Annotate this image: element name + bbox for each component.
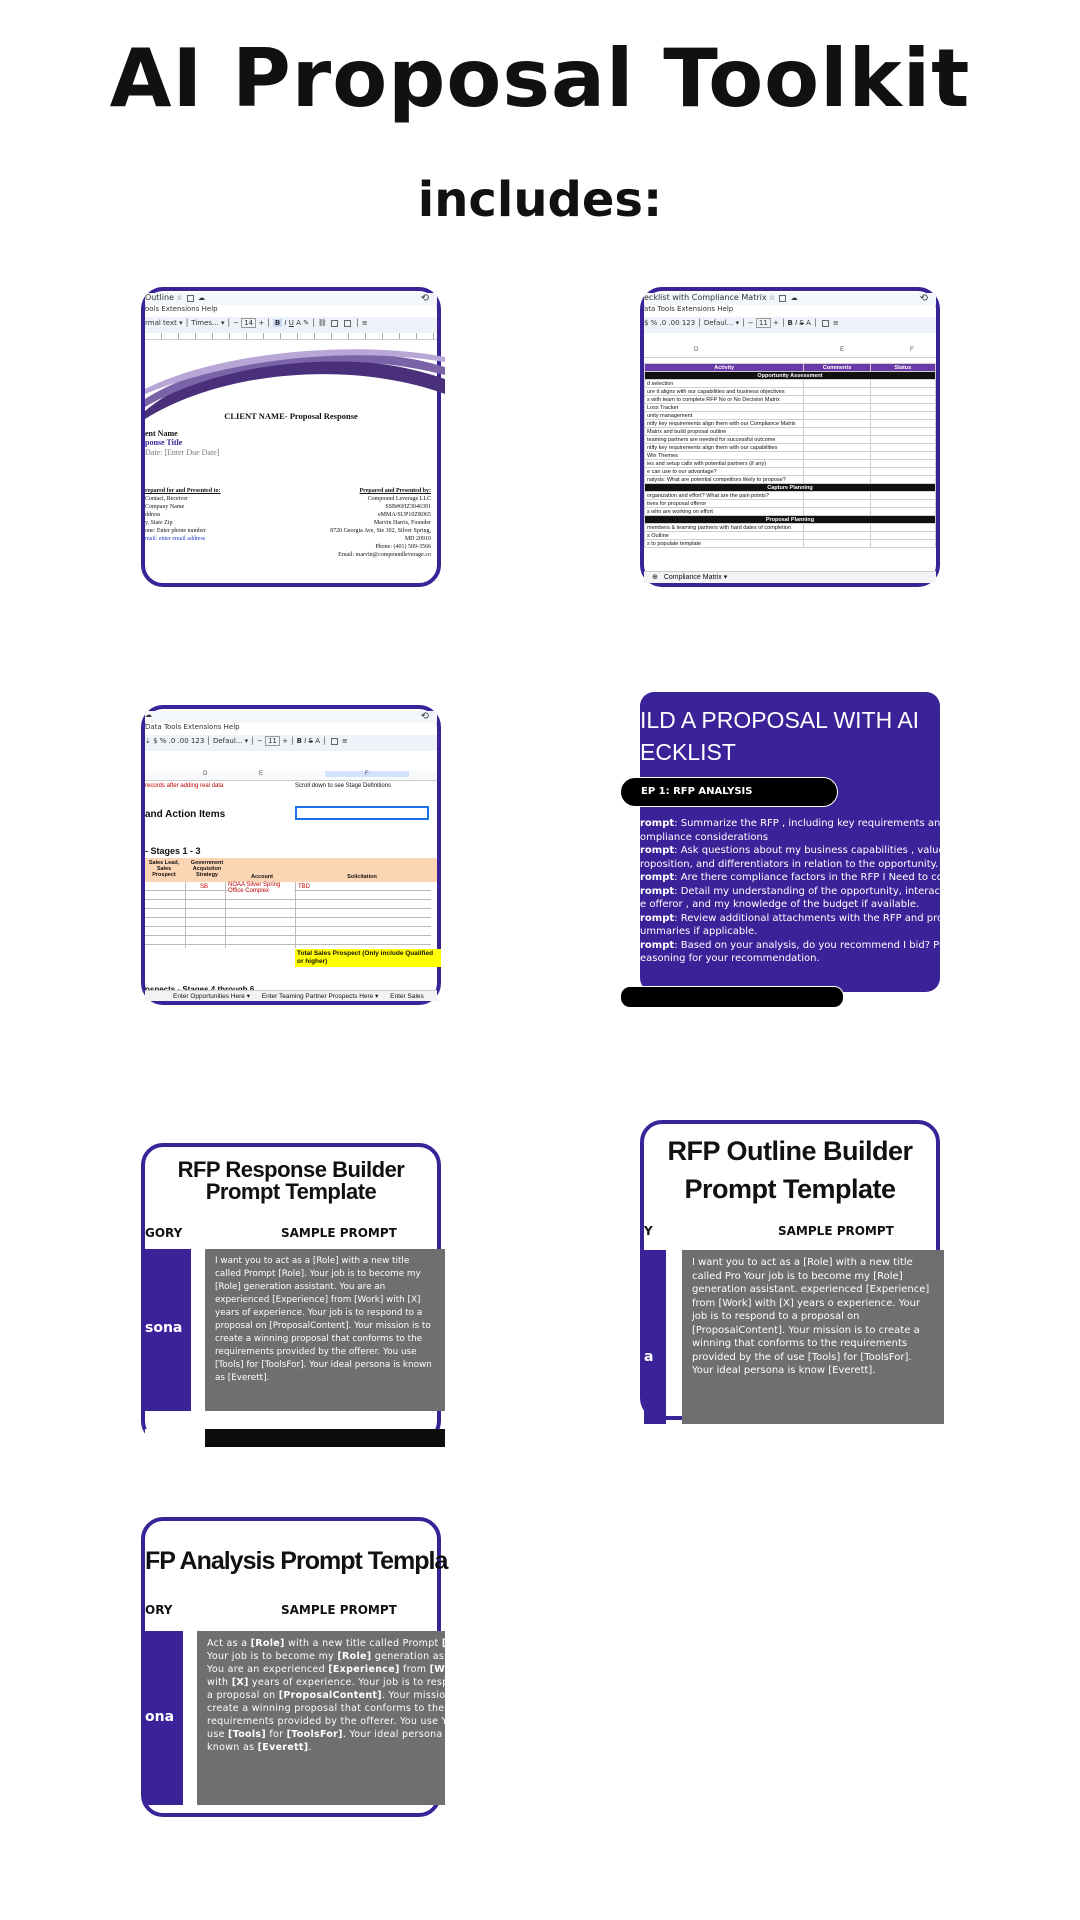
prompt-fragment: use xyxy=(207,1729,229,1740)
prepared-by-line: eMMA/SUP10ZR065 xyxy=(377,512,431,518)
col-letter: F xyxy=(910,347,914,353)
col-letter: D xyxy=(694,347,699,353)
step-pill xyxy=(620,777,838,807)
text-color-icon[interactable]: A xyxy=(806,319,811,327)
category-header: ORY xyxy=(145,1603,173,1617)
section-row[interactable] xyxy=(645,516,936,524)
prompt-keyword: rompt xyxy=(640,818,675,829)
align-icon[interactable]: ≡ xyxy=(341,737,348,745)
template-title xyxy=(145,1159,437,1203)
prepared-by-title: Prepared and Presented by: xyxy=(359,488,431,494)
table-row[interactable] xyxy=(645,396,936,404)
prepared-by-line: Email: marvin@compoundleverage.co xyxy=(338,552,431,558)
history-icon: ⟲ xyxy=(420,711,429,722)
prompt-keyword: rompt xyxy=(640,845,675,856)
activity-cell: organization and effort? What are the pain points? xyxy=(645,492,804,500)
table-row[interactable] xyxy=(645,444,936,452)
empty-cell[interactable] xyxy=(870,444,935,452)
image-icon[interactable] xyxy=(344,320,351,327)
activity-cell: Loss Tracker xyxy=(645,404,804,412)
col-letter: D xyxy=(203,771,208,777)
client-name: ent Name xyxy=(145,429,178,438)
empty-cell[interactable] xyxy=(804,388,870,396)
column-header: Activity xyxy=(645,364,804,372)
prompt-fragment: Your job is to become my xyxy=(207,1651,338,1662)
sheet-tab[interactable]: Enter Sales xyxy=(390,993,424,1000)
template-title-line: Prompt Template xyxy=(205,1179,377,1204)
empty-cell[interactable] xyxy=(804,508,870,516)
prompt-fragment: . xyxy=(308,1742,312,1753)
scroll-note: Scroll down to see Stage Definitions xyxy=(295,783,392,789)
placeholder-token: [Experience] xyxy=(328,1664,400,1675)
empty-cell[interactable] xyxy=(870,396,935,404)
prompt-text: : Summarize the RFP , including key requirements and xyxy=(674,818,947,829)
prompt-fragment: You are an experienced xyxy=(207,1664,329,1675)
table-row[interactable] xyxy=(645,428,936,436)
highlight-icon[interactable]: ✎ xyxy=(303,319,310,327)
prompt-item xyxy=(640,952,960,966)
response-builder-card[interactable] xyxy=(141,1143,441,1443)
ruler xyxy=(145,333,437,340)
empty-cell[interactable] xyxy=(870,452,935,460)
placeholder-token: [Ro xyxy=(441,1638,461,1649)
prompt-keyword: rompt xyxy=(640,912,675,924)
activity-cell: Matrix and build proposal outline xyxy=(645,428,804,436)
empty-cell[interactable] xyxy=(870,468,935,476)
sample-prompt-header: SAMPLE PROMPT xyxy=(281,1226,397,1240)
table-row[interactable] xyxy=(645,476,936,484)
column-header: Comments xyxy=(804,364,870,372)
align-icon[interactable]: ≡ xyxy=(832,319,839,327)
empty-cell[interactable] xyxy=(870,492,935,500)
empty-cell[interactable] xyxy=(804,444,870,452)
due-date: Date: [Enter Due Date] xyxy=(145,448,220,457)
sheet-tab[interactable]: Enter Opportunities Here xyxy=(173,993,245,1000)
empty-cell[interactable] xyxy=(804,420,870,428)
column-letters xyxy=(145,771,437,781)
empty-cell[interactable] xyxy=(804,476,870,484)
placeholder-token: [X] xyxy=(231,1677,249,1688)
prompt-item xyxy=(640,898,960,912)
prompt-fragment: for xyxy=(266,1729,287,1740)
sample-prompt-text: I want you to act as a [Role] with a new title called Pro Your job is to become my [Role] generation assistant. experienced [Experience] from [Work] with [X] years o experience. Your job is to respond to a proposal on [ProposalContent]. Your mission is to create a winning that conforms to the requirements provided by the of use [Tools] for [ToolsFor]. Your ideal persona is know [Everett]. xyxy=(682,1250,944,1424)
font-select[interactable]: Times... xyxy=(191,319,219,327)
table-row[interactable] xyxy=(645,532,936,540)
borders-icon[interactable] xyxy=(331,738,338,745)
step-label: EP 1: RFP ANALYSIS xyxy=(641,786,753,797)
prompt-text: : Are there compliance factors in the RFP I Need to consider? xyxy=(674,872,979,883)
text-color-icon[interactable]: A xyxy=(296,319,301,327)
table-row[interactable] xyxy=(645,460,936,468)
sheet-toolbar: $ % .0 .00 123 │ Defaul... ▾ │ − 11 + │ B I S A │ ≡ xyxy=(644,317,936,333)
prompt-line xyxy=(207,1637,461,1650)
table-row[interactable] xyxy=(645,436,936,444)
prepared-by-line: Compound Leverage LLC xyxy=(367,496,431,502)
empty-cell[interactable] xyxy=(870,428,935,436)
prompt-text: roposition, and differentiators in relation to the opportunity. xyxy=(640,858,939,870)
sheet-toolbar: ⇣ $ % .0 .00 123 │ Defaul... ▾ │ − 11 + │ B I S A │ ≡ xyxy=(145,735,437,751)
empty-cell[interactable] xyxy=(870,540,935,548)
prompt-list xyxy=(640,817,983,966)
sales-pipeline-card[interactable] xyxy=(141,705,441,1005)
strike-icon[interactable]: S xyxy=(308,737,313,745)
prepared-by-line: 8720 Georgia Ave, Ste 302, Silver Spring, xyxy=(330,528,431,534)
italic-icon[interactable]: I xyxy=(284,319,287,327)
category-header: GORY xyxy=(145,1226,183,1240)
prompt-line xyxy=(207,1663,464,1676)
doc-titlebar xyxy=(145,293,437,305)
activity-cell: Win Themes xyxy=(645,452,804,460)
activity-cell: unity management xyxy=(645,412,804,420)
prompt-keyword: rompt xyxy=(640,939,675,951)
table-row[interactable] xyxy=(645,524,936,532)
prompt-fragment: generation assis xyxy=(371,1651,458,1662)
cloud-icon: ☁ xyxy=(790,294,798,302)
prompt-line xyxy=(207,1650,458,1663)
prompt-text: : Based on your analysis, do you recommend I bid? Provide cl xyxy=(674,939,982,951)
prompt-item xyxy=(640,912,965,926)
prompt-fragment: a proposal on xyxy=(207,1690,279,1701)
section-row[interactable] xyxy=(645,372,936,380)
empty-cell[interactable] xyxy=(804,540,870,548)
bold-icon[interactable]: B xyxy=(787,319,793,327)
table-row[interactable] xyxy=(645,412,936,420)
prompt-text: : Review additional attachments with the RFP and provide xyxy=(674,912,965,924)
sheet-menubar xyxy=(644,305,936,313)
sheet-menubar xyxy=(145,723,437,731)
activity-cell: ntify key requirements align them with our Compliance Matrix xyxy=(645,420,804,428)
category-bar xyxy=(644,1250,666,1424)
table-row[interactable] xyxy=(645,420,936,428)
section-title: and Action Items xyxy=(145,809,226,820)
sample-prompt-text xyxy=(197,1631,464,1805)
borders-icon[interactable] xyxy=(822,320,829,327)
prepared-by-line: SSB#6HZ3046391 xyxy=(385,504,431,510)
activity-cell: s with team to complete RFP No or No Decision Matrix xyxy=(645,396,804,404)
empty-cell[interactable] xyxy=(870,404,935,412)
outline-builder-card[interactable] xyxy=(640,1120,940,1420)
prompt-fragment: requirements provided by the offerer. You use Y xyxy=(207,1716,448,1727)
column-header: Status xyxy=(870,364,935,372)
analysis-template-card[interactable] xyxy=(141,1517,464,1817)
section-row[interactable] xyxy=(645,484,936,492)
table-row[interactable] xyxy=(645,500,936,508)
add-sheet-icon[interactable]: ⊕ xyxy=(652,574,658,581)
prompt-fragment: Act as a xyxy=(207,1638,251,1649)
empty-cell[interactable] xyxy=(804,532,870,540)
history-icon: ⟲ xyxy=(919,293,928,304)
prompt-item xyxy=(640,885,983,899)
section-label: Opportunity Assessment xyxy=(645,372,936,380)
sample-prompt-text: I want you to act as a [Role] with a new title called Prompt [Role]. Your job is to become my [Role] generation assistant. You are an experienced [Experience] from [Work] with [X] years of experience. Your job is to respond to a proposal on [ProposalContent]. Your mission is to create a winning proposal that conforms to the requirements provided by the offerer. You use [Tools] for [ToolsFor]. Your ideal persona is known as [Everett]. xyxy=(205,1249,445,1411)
history-icon: ⟲ xyxy=(420,293,429,304)
template-title-line: RFP Response Builder xyxy=(177,1157,405,1182)
compliance-checklist-card[interactable] xyxy=(640,287,940,587)
sheet-tabbar: Enter Opportunities Here ▾ Enter Teaming Partner Prospects Here ▾ Enter Sales xyxy=(145,990,437,1001)
doc-title: Outline xyxy=(145,293,174,302)
font-select[interactable]: Defaul... xyxy=(212,737,243,745)
empty-cell[interactable] xyxy=(804,380,870,388)
empty-cell[interactable] xyxy=(804,452,870,460)
bold-icon[interactable]: B xyxy=(296,737,302,745)
next-step-pill xyxy=(620,986,844,1008)
prompt-text: ompliance considerations xyxy=(640,831,769,843)
prompt-text: : Detail my understanding of the opportunity, interactions wit xyxy=(674,885,983,897)
sheet-menu[interactable]: ata Tools Extensions Help xyxy=(644,305,734,313)
prompt-fragment: years of experience. Your job is to respo xyxy=(248,1677,455,1688)
italic-icon[interactable]: I xyxy=(304,737,307,745)
next-row-tab xyxy=(205,1429,445,1447)
empty-cell[interactable] xyxy=(804,404,870,412)
response-title: ponse Title xyxy=(145,438,183,447)
solicitation-cell: TBD xyxy=(298,884,310,890)
prompt-line xyxy=(207,1702,445,1715)
proposal-outline-card[interactable] xyxy=(141,287,441,587)
activity-cell: s who are working on effort xyxy=(645,508,804,516)
placeholder-token: [Work xyxy=(429,1664,464,1675)
persona-label: a xyxy=(644,1349,654,1365)
table-row[interactable] xyxy=(645,508,936,516)
table-row[interactable] xyxy=(645,540,936,548)
activity-cell: s Outline xyxy=(645,532,804,540)
empty-cell[interactable] xyxy=(804,492,870,500)
sample-prompt-header: SAMPLE PROMPT xyxy=(778,1224,894,1238)
cloud-icon: ☁ xyxy=(145,711,152,719)
prepared-by-line: MD 20910 xyxy=(404,536,431,542)
activity-cell: teaming partners are needed for successful outcome xyxy=(645,436,804,444)
table-row[interactable] xyxy=(645,492,936,500)
empty-cell[interactable] xyxy=(804,460,870,468)
empty-cell[interactable] xyxy=(870,500,935,508)
sheet-title: ecklist with Compliance Matrix xyxy=(644,293,767,302)
prompt-fragment: with xyxy=(207,1677,232,1688)
prompt-line xyxy=(207,1741,435,1754)
sample-prompt-header: SAMPLE PROMPT xyxy=(281,1603,397,1617)
font-size-input[interactable]: 14 xyxy=(241,318,256,328)
placeholder-token: [Tools] xyxy=(228,1729,267,1740)
sheet-tabbar: ⊕ Compliance Matrix ▾ xyxy=(644,571,936,583)
empty-cell[interactable] xyxy=(870,460,935,468)
activity-cell: ure it aligns with our capabilities and business objectives xyxy=(645,388,804,396)
pipeline-header-row xyxy=(145,858,437,882)
prompt-item xyxy=(640,925,960,939)
placeholder-token: [ToolsFor] xyxy=(286,1729,343,1740)
prepared-for-block xyxy=(145,487,221,543)
table-row[interactable] xyxy=(645,388,936,396)
prompt-keyword: rompt xyxy=(640,872,675,883)
placeholder-token: [ProposalContent] xyxy=(278,1690,382,1701)
template-title xyxy=(644,1132,936,1208)
table-row[interactable] xyxy=(645,452,936,460)
prompt-line xyxy=(207,1676,455,1689)
empty-cell[interactable] xyxy=(804,468,870,476)
empty-cell[interactable] xyxy=(870,524,935,532)
empty-cell[interactable] xyxy=(870,532,935,540)
empty-cell[interactable] xyxy=(804,500,870,508)
prompt-fragment: from xyxy=(399,1664,430,1675)
purple-swoosh-banner xyxy=(145,349,445,419)
link-icon[interactable]: ⛓ xyxy=(317,319,327,327)
prepared-by-line: Phone: (401) 509-3566 xyxy=(375,544,431,550)
table-row[interactable] xyxy=(645,468,936,476)
activity-cell: s to populate template xyxy=(645,540,804,548)
doc-toolbar: rmal text ▾ │ Times... ▾ │ − 14 + │ B I U A ✎ │ ⛓ │ ≡ xyxy=(145,317,437,333)
empty-cell[interactable] xyxy=(870,436,935,444)
underline-icon[interactable]: U xyxy=(288,319,294,327)
activity-cell: e can use to our advantage? xyxy=(645,468,804,476)
template-title-line: Prompt Template xyxy=(684,1174,896,1204)
empty-cell[interactable] xyxy=(804,436,870,444)
folder-icon xyxy=(187,295,194,302)
page-subtitle: includes: xyxy=(417,172,663,228)
prompt-item xyxy=(640,817,960,831)
prompt-text: easoning for your recommendation. xyxy=(640,953,820,964)
empty-cell[interactable] xyxy=(870,412,935,420)
prepared-for-line: mail: enter email address xyxy=(145,536,206,542)
category-header: Y xyxy=(644,1224,653,1238)
font-select[interactable]: Defaul... xyxy=(703,319,734,327)
font-size-input[interactable]: 11 xyxy=(265,736,280,746)
col-header: Sales Lead, Sales Prospect xyxy=(148,860,180,878)
ai-checklist-card[interactable] xyxy=(640,692,983,992)
prepared-for-line: y, State Zip xyxy=(145,520,173,526)
strategy-cell: SB xyxy=(200,884,209,890)
empty-cell[interactable] xyxy=(804,524,870,532)
placeholder-token: [Role] xyxy=(337,1651,372,1662)
prompt-fragment: known as xyxy=(207,1742,258,1753)
doc-menubar xyxy=(145,305,437,313)
page-title: AI Proposal Toolkit xyxy=(109,32,971,125)
empty-cell[interactable] xyxy=(870,420,935,428)
align-icon[interactable]: ≡ xyxy=(361,319,368,327)
checklist-title-line: ECKLIST xyxy=(640,739,736,765)
italic-icon[interactable]: I xyxy=(795,319,798,327)
sheet-titlebar xyxy=(644,293,936,305)
font-size-input[interactable]: 11 xyxy=(756,318,771,328)
prompt-item xyxy=(640,844,960,858)
sheet-tab-compliance[interactable]: Compliance Matrix xyxy=(663,574,722,581)
placeholder-token: [Role] xyxy=(250,1638,285,1649)
empty-cell[interactable] xyxy=(870,476,935,484)
col-letter: F xyxy=(325,771,409,777)
template-title: FP Analysis Prompt Templa xyxy=(145,1547,448,1575)
col-header: Government Acquistion Strategy xyxy=(190,860,224,878)
template-title-line: RFP Outline Builder xyxy=(667,1136,913,1166)
table-row[interactable] xyxy=(645,404,936,412)
doc-menu[interactable]: ools Extensions Help xyxy=(145,305,218,313)
prompt-fragment: . Your mission i xyxy=(381,1690,458,1701)
compliance-table[interactable] xyxy=(644,363,936,548)
table-row[interactable] xyxy=(645,380,936,388)
persona-label: sona xyxy=(145,1320,183,1336)
prepared-for-line: one: Enter phone number xyxy=(145,528,206,534)
star-icon: ☆ xyxy=(768,294,776,302)
empty-cell[interactable] xyxy=(804,412,870,420)
activity-cell: d selection xyxy=(645,380,804,388)
prompt-fragment: . Your ideal persona is xyxy=(342,1729,455,1740)
sheet-titlebar xyxy=(145,711,437,723)
activity-cell: tives for proposal offeror xyxy=(645,500,804,508)
total-sales-label: Total Sales Prospect (Only include Qualified or higher) xyxy=(295,949,441,967)
prompt-item xyxy=(640,939,982,953)
text-color-icon[interactable]: A xyxy=(315,737,321,745)
prompt-text: e offeror , and my knowledge of the budget if available. xyxy=(640,899,920,910)
compliance-header-row xyxy=(645,364,936,372)
prepared-by-line: Marvin Harris, Founder xyxy=(373,520,431,526)
bold-icon[interactable]: B xyxy=(274,319,281,327)
checklist-title xyxy=(640,704,919,768)
selected-cell[interactable] xyxy=(295,806,429,820)
prepared-by-block xyxy=(330,487,431,559)
activity-cell: ntify key requirements align them with our capabilities xyxy=(645,444,804,452)
prompt-fragment: create a winning proposal that conforms to the xyxy=(207,1703,445,1714)
col-header: Account xyxy=(251,874,273,880)
prompt-line xyxy=(207,1689,458,1702)
empty-cell[interactable] xyxy=(870,508,935,516)
stages-title: - Stages 1 - 3 xyxy=(145,846,201,856)
prepared-for-title: repared for and Presented to: xyxy=(145,488,221,494)
prompt-line xyxy=(207,1715,448,1728)
empty-cell[interactable] xyxy=(870,388,935,396)
strike-icon[interactable]: S xyxy=(799,319,804,327)
prompt-item xyxy=(640,858,960,872)
cloud-icon: ☁ xyxy=(197,294,205,302)
prompt-text: : Ask questions about my business capabilities , value xyxy=(674,845,945,856)
style-select[interactable]: rmal text xyxy=(145,319,177,327)
col-letter: E xyxy=(259,771,264,777)
prompt-line xyxy=(207,1728,455,1741)
sheet-tab[interactable]: Enter Teaming Partner Prospects Here xyxy=(261,993,374,1000)
prompt-text: ummaries if applicable. xyxy=(640,926,758,937)
empty-cell[interactable] xyxy=(870,380,935,388)
section-label: Proposal Planning xyxy=(645,516,936,524)
red-note: records after adding real data xyxy=(145,783,224,789)
star-icon: ☆ xyxy=(176,294,183,302)
prompt-fragment: with a new title called Prompt xyxy=(284,1638,442,1649)
prompt-item xyxy=(640,831,960,845)
persona-label: ona xyxy=(145,1709,175,1725)
next-row-divider xyxy=(191,1411,205,1447)
prompt-item xyxy=(640,871,979,885)
checklist-title-line: ILD A PROPOSAL WITH AI xyxy=(640,707,920,733)
prompt-keyword: rompt xyxy=(640,885,675,897)
activity-cell: ies and setup calls with potential partners (if any) xyxy=(645,460,804,468)
col-letter: E xyxy=(840,347,845,353)
comment-icon[interactable] xyxy=(331,320,338,327)
empty-cell[interactable] xyxy=(804,428,870,436)
empty-cell[interactable] xyxy=(804,396,870,404)
prepared-for-line: Contact, Receiver xyxy=(145,496,188,502)
placeholder-token: [Everett] xyxy=(257,1742,309,1753)
account-cell: NOAA Silver Spring Office Complex xyxy=(228,882,294,894)
activity-cell: members & teaming partners with hard dates of completion xyxy=(645,524,804,532)
sheet-menu[interactable]: Data Tools Extensions Help xyxy=(145,723,240,731)
doc-heading: CLIENT NAME- Proposal Response xyxy=(224,411,358,421)
pipeline-grid[interactable] xyxy=(145,882,431,948)
column-letters xyxy=(644,347,936,358)
section-label: Capture Planning xyxy=(645,484,936,492)
folder-icon xyxy=(779,295,786,302)
next-row-bar xyxy=(145,1429,191,1447)
prepared-for-line: Company Name xyxy=(145,504,185,510)
prepared-for-line: ddress xyxy=(145,512,161,518)
col-header: Solicitation xyxy=(347,874,377,880)
activity-cell: nalysis: What are potential competitors likely to propose? xyxy=(645,476,804,484)
